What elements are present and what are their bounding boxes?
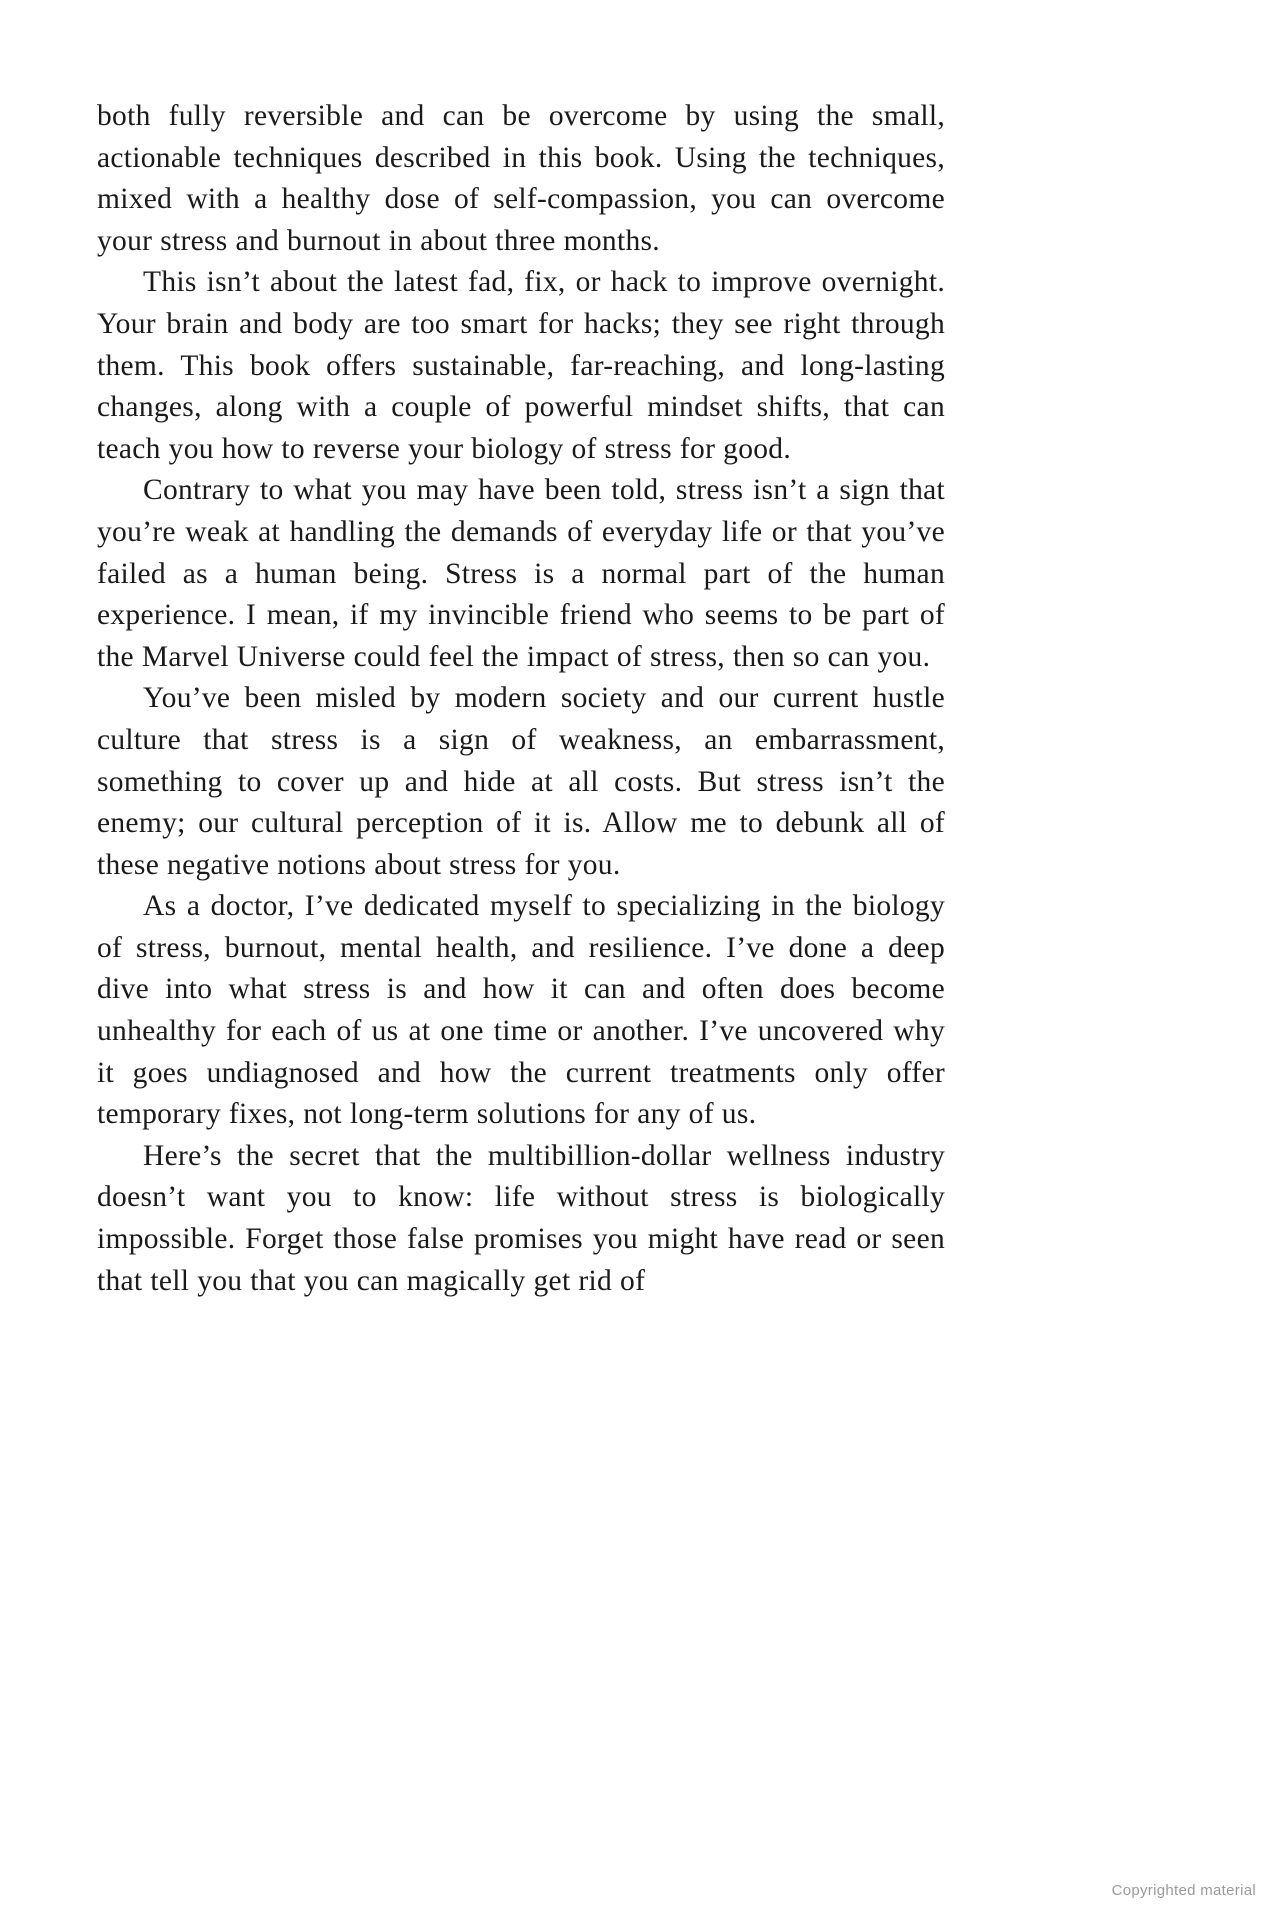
paragraph-5: As a doctor, I’ve dedicated myself to specializing in the biology of stress, burnout, mental health, and resilience. I’ve done a deep dive into what stress is and how it can and often does become unhealthy for each of us at one time or another. I’ve uncovered why it goes undiagnosed and how the current treatments only offer temporary fixes, not long-term solutions for any of us. xyxy=(97,890,945,1131)
paragraph-3: Contrary to what you may have been told, stress isn’t a sign that you’re weak at handling the demands of everyday life or that you’ve failed as a human being. Stress is a normal part of the human experience. I mean, if my invincible friend who seems to be part of the Marvel Universe could feel the impact of stress, then so can you. xyxy=(97,474,945,673)
paragraph-1: both fully reversible and can be overcome by using the small, actionable techniques described in this book. Using the techniques, mixed with a healthy dose of self-compassion, you can overcome your stress and burnout in about three months. xyxy=(97,100,945,257)
body-text-column xyxy=(97,96,945,1302)
paragraph-6: Here’s the secret that the multibillion-dollar wellness industry doesn’t want you to know: life without stress is biologically impossible. Forget those false promises you might have read or seen that tell you that you can magically get rid of xyxy=(97,1139,945,1297)
paragraph-4: You’ve been misled by modern society and our current hustle culture that stress is a sign of weakness, an embarrassment, something to cover up and hide at all costs. But stress isn’t the enemy; our cultural perception of it is. Allow me to debunk all of these negative notions about stress for you. xyxy=(97,682,945,881)
paragraph-2: This isn’t about the latest fad, fix, or hack to improve overnight. Your brain and body are too smart for hacks; they see right through them. This book offers sustainable, far-reaching, and long-lasting changes, along with a couple of powerful mindset shifts, that can teach you how to reverse your biology of stress for good. xyxy=(97,266,945,465)
copyright-notice: Copyrighted material xyxy=(1111,1882,1256,1899)
